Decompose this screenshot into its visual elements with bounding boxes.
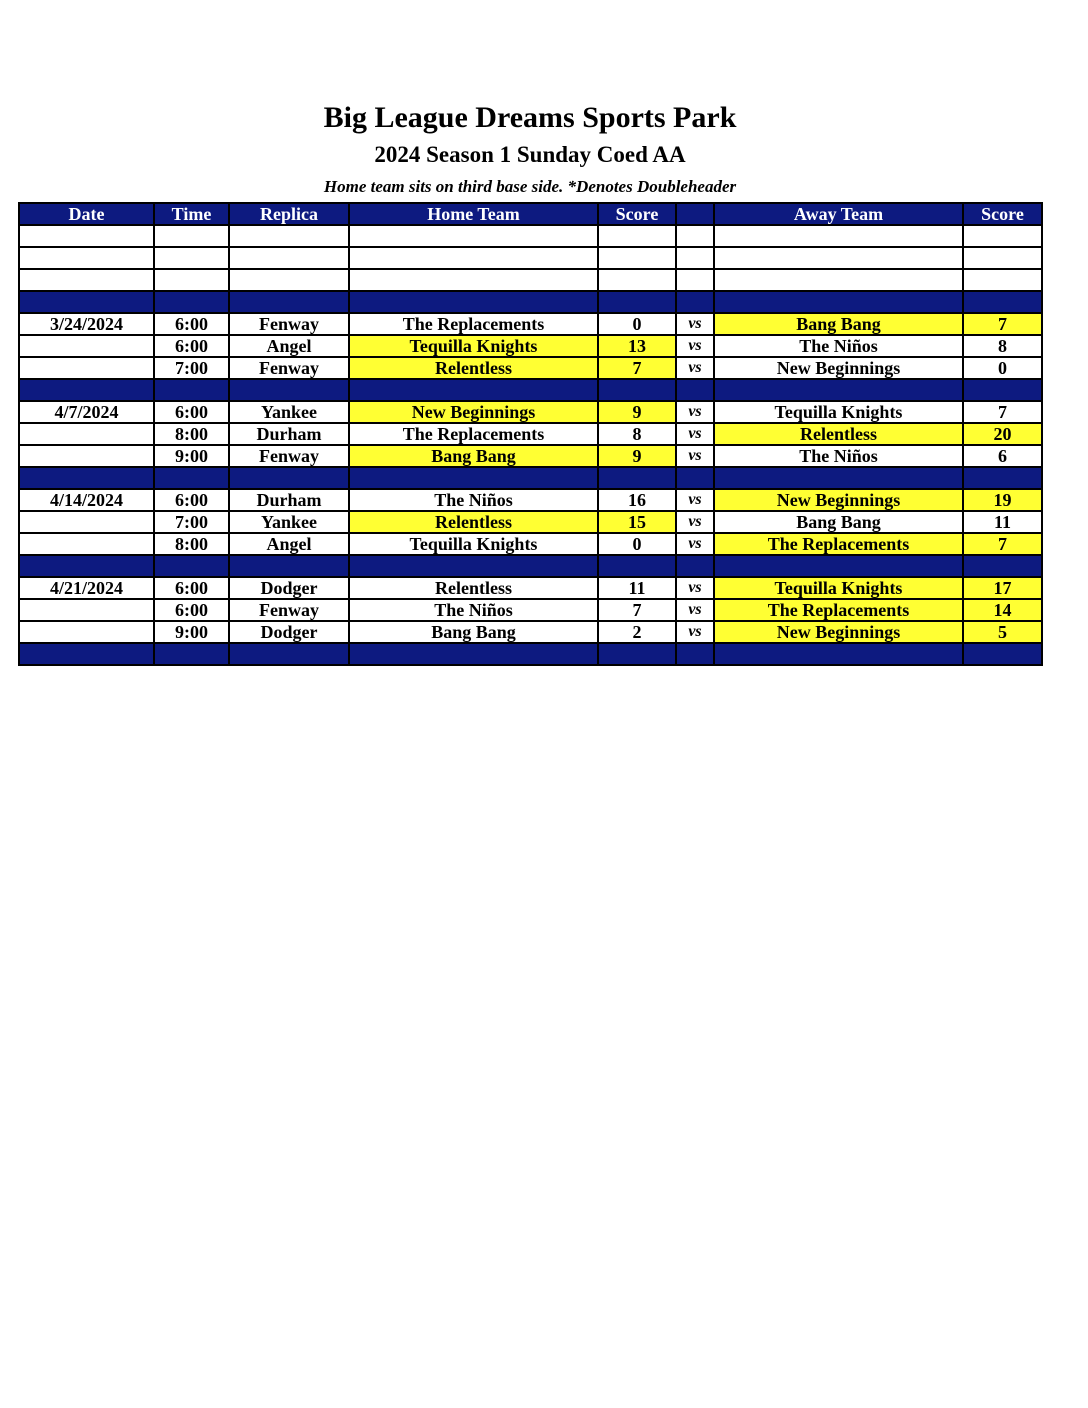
home-team: New Beginnings [349,401,598,423]
game-row [19,401,1042,423]
col-header-replica: Replica [229,203,349,225]
game-time: 7:00 [154,511,229,533]
vs-label: vs [676,511,714,533]
game-time: 6:00 [154,599,229,621]
home-team: Relentless [349,357,598,379]
game-time: 6:00 [154,489,229,511]
home-score: 13 [598,335,676,357]
home-score: 8 [598,423,676,445]
away-score: 20 [963,423,1042,445]
col-header-vs [676,203,714,225]
away-score: 11 [963,511,1042,533]
game-field: Durham [229,489,349,511]
home-score: 9 [598,445,676,467]
home-score: 0 [598,313,676,335]
game-date [19,335,154,357]
week-separator-row [19,467,1042,489]
col-header-time: Time [154,203,229,225]
away-team: Bang Bang [714,511,963,533]
home-team: Relentless [349,577,598,599]
game-date [19,599,154,621]
game-field: Fenway [229,357,349,379]
vs-label: vs [676,423,714,445]
home-score: 2 [598,621,676,643]
away-team: The Replacements [714,533,963,555]
game-time: 6:00 [154,335,229,357]
game-row [19,511,1042,533]
game-date [19,357,154,379]
game-field: Fenway [229,599,349,621]
schedule-body [19,225,1042,665]
vs-label: vs [676,599,714,621]
col-header-home-team: Home Team [349,203,598,225]
home-score: 7 [598,357,676,379]
vs-label: vs [676,577,714,599]
blank-row [19,269,1042,291]
home-score: 7 [598,599,676,621]
game-row [19,577,1042,599]
vs-label: vs [676,335,714,357]
game-field: Dodger [229,577,349,599]
game-date: 3/24/2024 [19,313,154,335]
col-header-away-team: Away Team [714,203,963,225]
page-title: Big League Dreams Sports Park [323,101,737,134]
away-team: Tequilla Knights [714,577,963,599]
game-row [19,313,1042,335]
game-field: Fenway [229,445,349,467]
home-score: 15 [598,511,676,533]
schedule-note: Home team sits on third base side. *Denotes Doubleheader [323,177,737,196]
home-team: Bang Bang [349,621,598,643]
game-date [19,621,154,643]
game-row [19,489,1042,511]
week-separator-row [19,643,1042,665]
table-header-row [19,203,1042,225]
col-header-home-score: Score [598,203,676,225]
week-separator-row [19,555,1042,577]
away-team: New Beginnings [714,489,963,511]
game-time: 8:00 [154,533,229,555]
away-team: Relentless [714,423,963,445]
page-subtitle: 2024 Season 1 Sunday Coed AA [374,142,686,167]
home-team: The Replacements [349,313,598,335]
game-date: 4/21/2024 [19,577,154,599]
game-date [19,423,154,445]
game-time: 6:00 [154,401,229,423]
home-team: Tequilla Knights [349,533,598,555]
schedule-table [18,202,1043,666]
game-row [19,335,1042,357]
game-field: Angel [229,335,349,357]
game-row [19,445,1042,467]
away-team: New Beginnings [714,357,963,379]
away-team: Bang Bang [714,313,963,335]
vs-label: vs [676,621,714,643]
game-time: 7:00 [154,357,229,379]
away-score: 19 [963,489,1042,511]
game-time: 6:00 [154,577,229,599]
vs-label: vs [676,533,714,555]
away-score: 8 [963,335,1042,357]
vs-label: vs [676,357,714,379]
away-team: The Replacements [714,599,963,621]
game-field: Yankee [229,401,349,423]
game-time: 9:00 [154,621,229,643]
away-score: 17 [963,577,1042,599]
game-date [19,533,154,555]
away-score: 0 [963,357,1042,379]
home-team: Relentless [349,511,598,533]
away-team: New Beginnings [714,621,963,643]
game-field: Durham [229,423,349,445]
blank-row [19,225,1042,247]
away-score: 5 [963,621,1042,643]
game-time: 6:00 [154,313,229,335]
home-team: The Niños [349,599,598,621]
away-team: The Niños [714,335,963,357]
home-team: The Replacements [349,423,598,445]
vs-label: vs [676,313,714,335]
away-score: 6 [963,445,1042,467]
game-date [19,511,154,533]
game-row [19,599,1042,621]
week-separator-row [19,379,1042,401]
game-time: 9:00 [154,445,229,467]
away-score: 7 [963,401,1042,423]
col-header-away-score: Score [963,203,1042,225]
game-date [19,445,154,467]
game-date: 4/14/2024 [19,489,154,511]
home-score: 9 [598,401,676,423]
away-score: 14 [963,599,1042,621]
home-score: 11 [598,577,676,599]
game-field: Dodger [229,621,349,643]
vs-label: vs [676,489,714,511]
away-score: 7 [963,533,1042,555]
blank-row [19,247,1042,269]
game-field: Yankee [229,511,349,533]
home-team: Bang Bang [349,445,598,467]
week-separator-row [19,291,1042,313]
vs-label: vs [676,401,714,423]
away-team: The Niños [714,445,963,467]
home-score: 0 [598,533,676,555]
home-team: The Niños [349,489,598,511]
away-team: Tequilla Knights [714,401,963,423]
game-date: 4/7/2024 [19,401,154,423]
game-row [19,621,1042,643]
game-row [19,533,1042,555]
home-score: 16 [598,489,676,511]
game-row [19,357,1042,379]
game-time: 8:00 [154,423,229,445]
game-field: Fenway [229,313,349,335]
game-row [19,423,1042,445]
vs-label: vs [676,445,714,467]
col-header-date: Date [19,203,154,225]
away-score: 7 [963,313,1042,335]
home-team: Tequilla Knights [349,335,598,357]
game-field: Angel [229,533,349,555]
